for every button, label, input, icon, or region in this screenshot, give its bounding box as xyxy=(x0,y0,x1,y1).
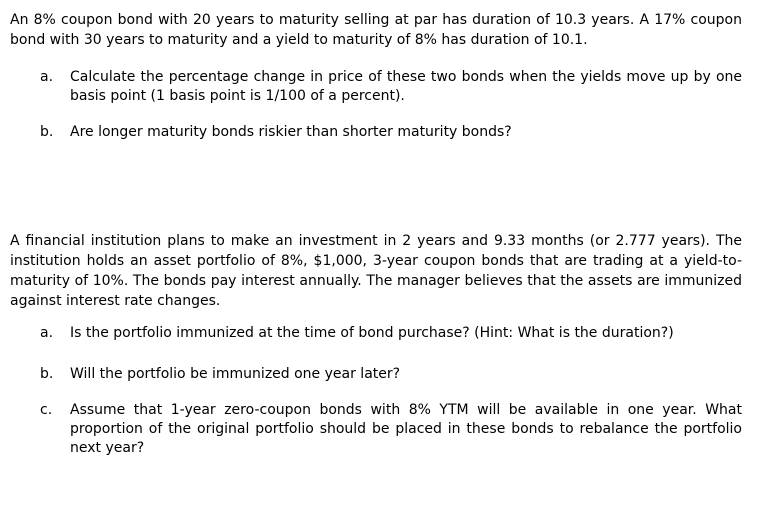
item-text: Assume that 1-year zero-coupon bonds with 8% YTM will be available in one year. What proportion of the original portfolio should be placed in these bonds to rebalance the portfolio next year? xyxy=(70,402,742,456)
item-text: Are longer maturity bonds riskier than shorter maturity bonds? xyxy=(70,124,512,140)
problem-1-intro: An 8% coupon bond with 20 years to maturity selling at par has duration of 10.3 years. A 17% coupon bond with 30 years to maturity and a yield to maturity of 8% has duration of 10.1. xyxy=(10,12,742,48)
problem-1-item-a xyxy=(40,68,742,106)
problem-2-item-b xyxy=(40,365,742,384)
item-marker: c. xyxy=(40,402,53,418)
item-text: Calculate the percentage change in price of these two bonds when the yields move up by one basis point (1 basis point is 1/100 of a percent). xyxy=(70,69,742,104)
problem-1-item-b xyxy=(40,123,742,142)
problem-2-item-a xyxy=(40,324,742,343)
item-marker: a. xyxy=(40,69,54,85)
problem-2-intro: A financial institution plans to make an investment in 2 years and 9.33 months (or 2.777 years). The institution holds an asset portfolio of 8%, $1,000, 3-year coupon bonds that are trading at a yield-to-maturity of 10%. The bonds pay interest annually. The manager believes that the assets are immunized against interest rate changes. xyxy=(10,233,742,309)
problem-2-item-c xyxy=(40,401,742,458)
item-marker: b. xyxy=(40,124,54,140)
item-text: Will the portfolio be immunized one year later? xyxy=(70,366,401,382)
item-marker: b. xyxy=(40,366,54,382)
item-marker: a. xyxy=(40,325,54,341)
item-text: Is the portfolio immunized at the time of bond purchase? (Hint: What is the duration?) xyxy=(70,325,674,341)
